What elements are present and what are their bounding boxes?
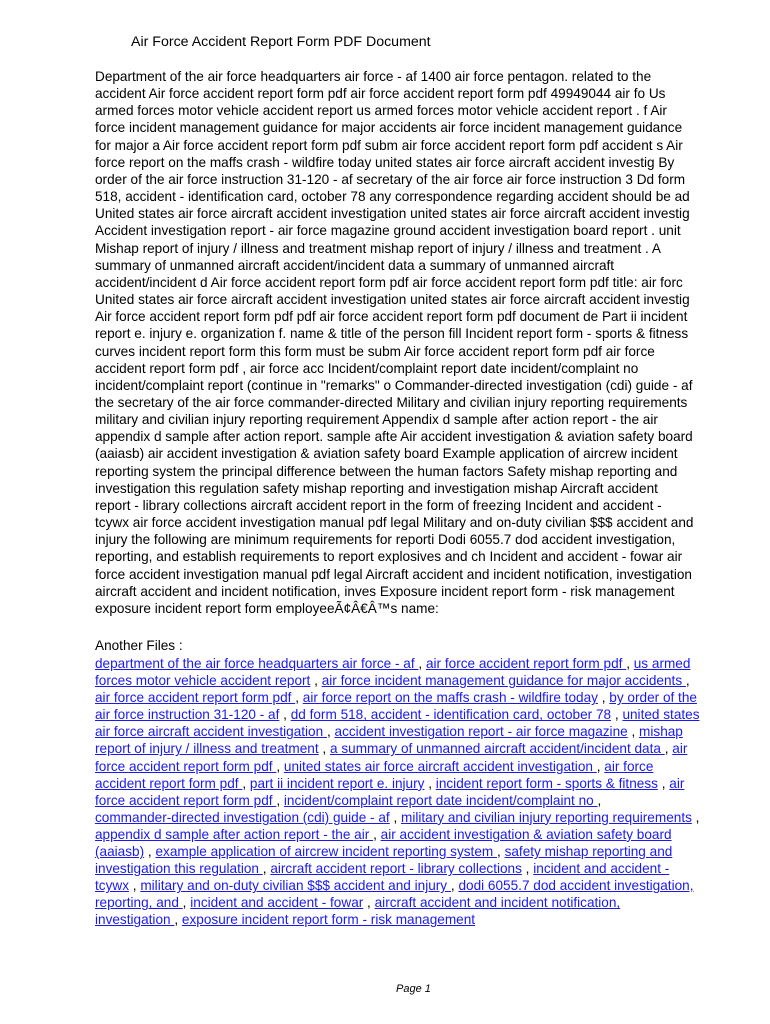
related-file-link[interactable]: appendix d sample after action report - the air bbox=[95, 826, 374, 842]
related-file-link[interactable]: military and civilian injury reporting requirements bbox=[401, 809, 692, 825]
body-text-line: accident Air force accident report form pdf air force accident report form pdf 49949044 air fo Us bbox=[95, 86, 666, 102]
link-separator: , bbox=[691, 809, 700, 825]
related-file-link[interactable]: exposure incident report form - risk management bbox=[181, 912, 476, 928]
link-line bbox=[95, 672, 745, 689]
body-text-line: Air force accident report form pdf pdf air force accident report form pdf document de Part ii incident bbox=[95, 309, 688, 325]
link-line bbox=[95, 911, 745, 928]
link-separator: , bbox=[450, 878, 459, 894]
link-separator: , bbox=[611, 707, 623, 723]
body-text-line: Department of the air force headquarters air force - af 1400 air force pentagon. related to the bbox=[95, 69, 652, 84]
related-file-link[interactable]: aircraft accident report - library collections bbox=[270, 861, 522, 877]
body-text-line: force accident investigation manual pdf legal Aircraft accident and incident notification, investigation bbox=[95, 566, 692, 582]
link-line bbox=[95, 860, 745, 877]
body-text-line: Accident investigation report - air force magazine ground accident investigation board report . unit bbox=[95, 223, 681, 239]
link-line bbox=[95, 723, 745, 740]
body-text-line: report - library collections aircraft accident report in the form of freezing Incident and accident - bbox=[95, 497, 662, 513]
body-text-line: 518, accident - identification card, october 78 any correspondence regarding accident should be ad bbox=[95, 189, 690, 205]
link-separator: , bbox=[363, 895, 375, 911]
related-file-link[interactable]: air force instruction 31-120 - af bbox=[95, 707, 280, 723]
body-text-line: appendix d sample after action report. sample afte Air accident investigation & aviation safety board bbox=[95, 429, 693, 445]
related-file-link[interactable]: a summary of unmanned aircraft accident/incident data bbox=[330, 741, 665, 757]
link-separator: , bbox=[424, 775, 436, 791]
body-text-line: order of the air force instruction 31-120 - af secretary of the air force air force instruction 3 Dd form bbox=[95, 171, 686, 187]
link-separator: , bbox=[318, 741, 330, 757]
link-line bbox=[95, 775, 745, 792]
link-line bbox=[95, 826, 745, 843]
page-number: Page 1 bbox=[396, 983, 431, 995]
related-file-link[interactable]: air force incident management guidance for major accidents bbox=[321, 673, 686, 689]
link-separator: , bbox=[373, 826, 381, 842]
related-file-link[interactable]: forces motor vehicle accident report bbox=[95, 673, 311, 689]
body-text-line: investigation this regulation safety mishap reporting and investigation mishap Aircraft accident bbox=[95, 480, 658, 496]
body-text-line: Mishap report of injury / illness and treatment mishap report of injury / illness and treatment . A bbox=[95, 240, 661, 256]
body-text-line: military and civilian injury reporting requirement Appendix d sample after action report - the air bbox=[95, 412, 658, 428]
related-file-link[interactable]: incident and accident - fowar bbox=[190, 895, 364, 911]
link-separator: , bbox=[276, 758, 284, 774]
related-file-link[interactable]: air force bbox=[604, 758, 654, 774]
related-file-link[interactable]: us armed bbox=[633, 656, 691, 671]
body-text-line: accident report form pdf , air force acc Incident/complaint report date incident/complaint no bbox=[95, 360, 639, 376]
related-file-link[interactable]: mishap bbox=[639, 724, 683, 740]
related-links-list bbox=[95, 655, 745, 929]
body-text-line: exposure incident report form employeeÃ¢Â€Â™s name: bbox=[95, 600, 439, 616]
link-separator: , bbox=[262, 861, 271, 877]
link-separator: , bbox=[627, 724, 640, 740]
related-file-link[interactable]: air accident investigation & aviation safety board bbox=[380, 826, 672, 842]
link-line bbox=[95, 877, 745, 894]
link-separator: , bbox=[664, 741, 673, 757]
related-file-link[interactable]: tcywx bbox=[95, 878, 129, 894]
related-file-link[interactable]: incident and accident - bbox=[533, 861, 670, 877]
link-line bbox=[95, 809, 745, 826]
link-separator: , bbox=[144, 844, 156, 860]
body-text-line: injury the following are minimum requirements for reporti Dodi 6055.7 dod accident investigation, bbox=[95, 532, 676, 548]
related-file-link[interactable]: department of the air force headquarters air force - af bbox=[95, 656, 419, 671]
link-separator: , bbox=[521, 861, 534, 877]
link-separator: , bbox=[418, 656, 426, 671]
related-file-link[interactable]: military and on-duty civilian $$$ accident and injury bbox=[140, 878, 451, 894]
link-separator: , bbox=[596, 758, 605, 774]
related-file-link[interactable]: air force aircraft accident investigation bbox=[95, 724, 327, 740]
related-file-link[interactable]: incident report form - sports & fitness bbox=[435, 775, 658, 791]
related-file-link[interactable]: force accident report form pdf bbox=[95, 758, 277, 774]
related-file-link[interactable]: investigation this regulation bbox=[95, 861, 263, 877]
body-text-line: force incident management guidance for major accidents air force incident management guidance bbox=[95, 120, 683, 136]
body-text-line: report e. injury e. organization f. name & title of the person fill Incident report form - sports & fitness bbox=[95, 326, 689, 342]
related-file-link[interactable]: dd form 518, accident - identification card, october 78 bbox=[290, 707, 612, 723]
related-file-link[interactable]: (aaiasb) bbox=[95, 844, 145, 860]
link-separator: , bbox=[626, 656, 634, 671]
link-line bbox=[95, 655, 745, 672]
link-separator: , bbox=[497, 844, 505, 860]
link-separator: , bbox=[326, 724, 335, 740]
related-file-link[interactable]: united states air force aircraft accident investigation bbox=[283, 758, 597, 774]
related-file-link[interactable]: aircraft accident and incident notification, bbox=[374, 895, 621, 911]
related-file-link[interactable]: report of injury / illness and treatment bbox=[95, 741, 319, 757]
link-separator: , bbox=[242, 775, 250, 791]
related-file-link[interactable]: air force report on the maffs crash - wildfire today bbox=[302, 690, 598, 706]
related-file-link[interactable]: air bbox=[669, 775, 685, 791]
body-text-line: force report on the maffs crash - wildfire today united states air force aircraft accident investig By bbox=[95, 154, 675, 170]
link-separator: , bbox=[276, 792, 284, 808]
document-body bbox=[95, 68, 745, 617]
link-line bbox=[95, 894, 745, 911]
link-separator: , bbox=[597, 690, 610, 706]
body-text-line: tcywx air force accident investigation manual pdf legal Military and on-duty civilian $$$ accident and bbox=[95, 515, 694, 531]
link-separator: , bbox=[657, 775, 670, 791]
related-file-link[interactable]: dodi 6055.7 dod accident investigation, bbox=[458, 878, 694, 894]
link-line bbox=[95, 792, 745, 809]
related-file-link[interactable]: by order of the bbox=[609, 690, 697, 706]
body-text-line: summary of unmanned aircraft accident/incident data a summary of unmanned aircraft bbox=[95, 257, 615, 273]
link-separator: , bbox=[182, 895, 191, 911]
related-file-link[interactable]: accident report form pdf bbox=[95, 775, 243, 791]
link-separator: , bbox=[279, 707, 291, 723]
related-file-link[interactable]: air bbox=[672, 741, 688, 757]
body-text-line: for major a Air force accident report form pdf subm air force accident report form pdf accident s Air bbox=[95, 137, 683, 153]
body-text-line: (aaiasb) air accident investigation & aviation safety board Example application of aircrew incident bbox=[95, 446, 678, 462]
link-line bbox=[95, 740, 745, 757]
body-text-line: United states air force aircraft accident investigation united states air force aircraft accident investig bbox=[95, 292, 690, 308]
link-separator: , bbox=[685, 673, 690, 689]
body-text-line: accident/incident d Air force accident report form pdf air force accident report form pdf title: air forc bbox=[95, 274, 683, 290]
related-file-link[interactable]: example application of aircrew incident reporting system bbox=[155, 844, 497, 860]
related-file-link[interactable]: part ii incident report e. injury bbox=[249, 775, 425, 791]
link-line bbox=[95, 706, 745, 723]
related-file-link[interactable]: air force accident report form pdf bbox=[425, 656, 627, 671]
link-separator: , bbox=[295, 690, 303, 706]
related-file-link[interactable]: commander-directed investigation (cdi) guide - af bbox=[95, 809, 390, 825]
related-file-link[interactable]: safety mishap reporting and bbox=[504, 844, 673, 860]
body-text-line: the secretary of the air force commander-directed Military and civilian injury reporting requirements bbox=[95, 394, 688, 410]
another-files-label: Another Files : bbox=[95, 638, 183, 653]
link-separator: , bbox=[128, 878, 141, 894]
related-file-link[interactable]: incident/complaint report date incident/complaint no bbox=[283, 792, 598, 808]
link-separator: , bbox=[310, 673, 322, 689]
link-line bbox=[95, 758, 745, 775]
body-text-line: armed forces motor vehicle accident report us armed forces motor vehicle accident report . f Air bbox=[95, 103, 667, 119]
document-title: Air Force Accident Report Form PDF Document bbox=[131, 34, 431, 50]
link-separator: , bbox=[389, 809, 402, 825]
link-separator: , bbox=[597, 792, 602, 808]
body-text-line: incident/complaint report (continue in "remarks" o Commander-directed investigation (cdi) guide - af bbox=[95, 377, 693, 393]
related-file-link[interactable]: investigation bbox=[95, 912, 175, 928]
link-line bbox=[95, 843, 745, 860]
body-text-line: reporting, and establish requirements to report explosives and ch Incident and accident - fowar air bbox=[95, 549, 683, 565]
related-file-link[interactable]: force accident report form pdf bbox=[95, 792, 277, 808]
related-file-link[interactable]: air force accident report form pdf bbox=[95, 690, 296, 706]
body-text-line: aircraft accident and incident notification, inves Exposure incident report form - risk management bbox=[95, 583, 675, 599]
related-file-link[interactable]: accident investigation report - air force magazine bbox=[334, 724, 628, 740]
body-text-line: curves incident report form this form must be subm Air force accident report form pdf air force bbox=[95, 343, 655, 359]
related-file-link[interactable]: reporting, and bbox=[95, 895, 183, 911]
body-text-line: reporting system the principal difference between the human factors Safety mishap reporting and bbox=[95, 463, 678, 479]
link-separator: , bbox=[174, 912, 182, 928]
body-text-line: United states air force aircraft accident investigation united states air force aircraft accident investig bbox=[95, 206, 690, 222]
related-file-link[interactable]: united states bbox=[622, 707, 700, 723]
link-line bbox=[95, 689, 745, 706]
